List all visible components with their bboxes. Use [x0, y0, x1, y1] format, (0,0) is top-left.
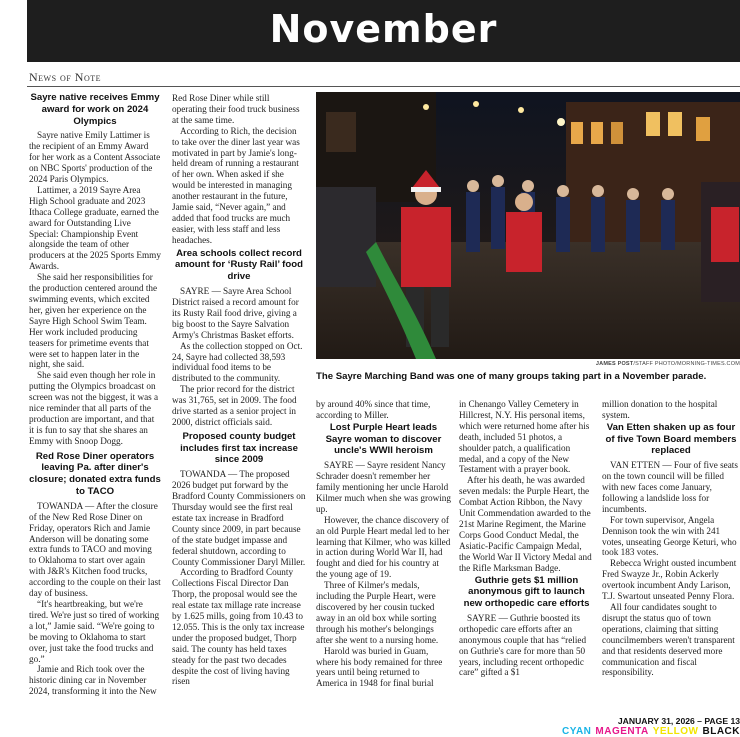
paragraph: by around 40% since that time, according to Miller.: [316, 399, 431, 420]
paragraph: Red Rose Diner while still operating their food truck business at the same time.: [172, 93, 300, 125]
photo-credit-source: /STAFF PHOTO/MORNING-TIMES.COM: [633, 361, 740, 367]
column-4: [459, 399, 594, 713]
headline-emmy: Sayre native receives Emmy award for work on 2024 Olympics: [30, 92, 160, 127]
ink-label-black: BLACK: [702, 726, 740, 737]
column-5: [602, 399, 740, 713]
section-divider: [27, 86, 740, 87]
paragraph: After his death, he was awarded seven medals: the Purple Heart, the Combat Action Ribbon, the Navy Unit Commendation awarded to the 21st Marine Regiment, the Marine Corps Good Conduct Medal, the Asiatic-Pacific Campaign Medal, the World War II Victory Medal and the Rifle Marksman Badge.: [459, 475, 592, 573]
column-1: [29, 91, 161, 713]
headline-county-budget: Proposed county budget includes first tax increase since 2009: [180, 430, 298, 466]
paragraph: According to Bradford County Collections Fiscal Director Dan Thorp, the proposal would see the real estate tax millage rate increase by 1.625 mills, going from 10.43 to 12.055. This is the only tax increase under the proposed budget, Thorp said. The county has held taxes steady for the past two decades despite the cost of living having risen: [172, 567, 305, 687]
paragraph: Harold was buried in Guam, where his body remained for three years until being returned to America in 1948 for final burial: [316, 645, 443, 689]
paragraph: Sayre native Emily Lattimer is the recipient of an Emmy Award for her work as a Content Associate on NBC Sports' production of the 2024 Paris Olympics.: [29, 130, 161, 185]
headline-purple-heart: Lost Purple Heart leads Sayre woman to discover uncle's WWII heroism: [325, 421, 442, 457]
parade-photo: [316, 92, 740, 359]
headline-rusty-rail: Area schools collect record amount for ‘Rusty Rail’ food drive: [175, 247, 303, 283]
paragraph: SAYRE — Guthrie boosted its orthopedic care efforts after an anonymous couple that has “relied on Guthrie's care for more than 50 years, including recent orthopedic care” gifted a $1: [459, 612, 587, 678]
paragraph: According to Rich, the decision to take over the diner last year was motivated in part by Jamie's long-held dream of running a restaurant of her own. When asked if she would be interested in managing another restaurant in the future, Jamie said, “Never again,” and added that food trucks are much easier, with less staff and less headaches.: [172, 125, 300, 245]
paragraph: Lattimer, a 2019 Sayre Area High School graduate and 2023 Ithaca College graduate, earned the award for Outstanding Live Special: Championship Event alongside the team of other producers at the 2025 Sports Emmy Awards.: [29, 184, 161, 272]
paragraph: TOWANDA — After the closure of the New Red Rose Diner on Friday, operators Rich and Jamie Anderson will be donating some extra funds to TACO and moving to Oklahoma to start over again with J&R's Kitchen food trucks, according to the couple on their last day of business.: [29, 500, 161, 599]
paragraph: Three of Kilmer's medals, including the Purple Heart, were discovered by her cousin tucked away in an old box while sorting through his mother's belongings after she went to a nursing home.: [316, 580, 439, 645]
color-bar: [562, 726, 740, 737]
paragraph: in Chenango Valley Cemetery in Hillcrest, N.Y. His personal items, which were returned home after his death, included 51 photos, a shoulder patch, a qualification medal, and a copy of the New Testament with a prayer book.: [459, 399, 590, 475]
headline-guthrie: Guthrie gets $1 million anonymous gift to launch new orthopedic care efforts: [463, 574, 590, 610]
photo-credit: [596, 361, 740, 367]
headline-van-etten: Van Etten shaken up as four of five Town Board members replaced: [605, 421, 737, 457]
photo-caption: The Sayre Marching Band was one of many groups taking part in a November parade.: [316, 371, 707, 382]
page-folio: JANUARY 31, 2026 – PAGE 13: [617, 716, 740, 726]
paragraph: TOWANDA — The proposed 2026 budget put forward by the Bradford County Commissioners on Thursday would see the first real estate tax increase in Bradford County since 2009, in part because of the state budget impasse and federal shutdown, according to County Commissioner Daryl Miller.: [172, 469, 306, 567]
paragraph: As the collection stopped on Oct. 24, Sayre had collected 38,593 individual food items to be distributed to the community.: [172, 340, 303, 384]
paragraph: All four candidates sought to disrupt the status quo of town operations, claiming that sitting councilmembers weren't transparent and that residents deserved more communication and fiscal responsibility.: [602, 601, 735, 678]
paragraph: VAN ETTEN — Four of five seats on the town council will be filled with new faces come January, following a landslide loss for incumbents.: [602, 460, 738, 514]
paragraph: million donation to the hospital system.: [602, 399, 718, 420]
paragraph: SAYRE — Sayre resident Nancy Schrader doesn't remember her family mentioning her uncle Harold Kilmer much when she was growing up.: [316, 460, 451, 514]
ink-label-magenta: MAGENTA: [595, 726, 649, 737]
paragraph: She said even though her role in putting the Olympics broadcast on screen was not the biggest, it was a nice reminder that all parts of the production are important, and that it is fun to say that she shares an Emmy with Snoop Dogg.: [29, 370, 159, 446]
column-2: [172, 93, 306, 713]
parade-photo-image: [316, 92, 740, 359]
section-label: News of Note: [29, 70, 101, 84]
photo-credit-name: JAMES POST: [595, 361, 634, 367]
paragraph: However, the chance discovery of an old Purple Heart medal led to her learning that Kilmer, who was killed in action during World War II, had fought and died for his country at the young age of 19.: [316, 514, 451, 580]
ink-label-yellow: YELLOW: [652, 726, 699, 737]
column-3: [316, 399, 451, 713]
paragraph: Jamie and Rich took over the historic dining car in November 2024, transforming it into the New: [29, 664, 157, 697]
paragraph: Rebecca Wright ousted incumbent Fred Swayze Jr., Robin Ackerly overtook incumbent Andy Larison, T.J. Swartout unseated Penny Flora.: [602, 558, 737, 602]
page-banner: [27, 0, 740, 62]
paragraph: The prior record for the district was 31,765, set in 2009. The food drive started as a senior project in 2000, district officials said.: [172, 384, 297, 427]
paragraph: She said her responsibilities for the production centered around the swimming events, which excited her, given her experience on the Sayre High School Swim Team. Her work included producing teasers for primetime events that were set to happen later in the night, she said.: [29, 272, 158, 370]
paragraph: “It's heartbreaking, but we're tired. We're just so tired of working a lot,” Jamie said. “We're going to be moving to Oklahoma to start over, just take the food trucks and go.”: [29, 599, 160, 664]
headline-red-rose-diner: Red Rose Diner operators leaving Pa. after diner's closure; donated extra funds to TACO: [29, 450, 161, 498]
page-title: November: [269, 7, 498, 51]
ink-label-cyan: CYAN: [561, 726, 592, 737]
paragraph: SAYRE — Sayre Area School District raised a record amount for its Rusty Rail food drive, giving a big boost to the Sayre Salvation Army's Christmas Basket efforts.: [172, 286, 299, 340]
paragraph: For town supervisor, Angela Dennison took the win with 241 votes, unseating George Keturi, who took 183 votes.: [602, 514, 737, 558]
